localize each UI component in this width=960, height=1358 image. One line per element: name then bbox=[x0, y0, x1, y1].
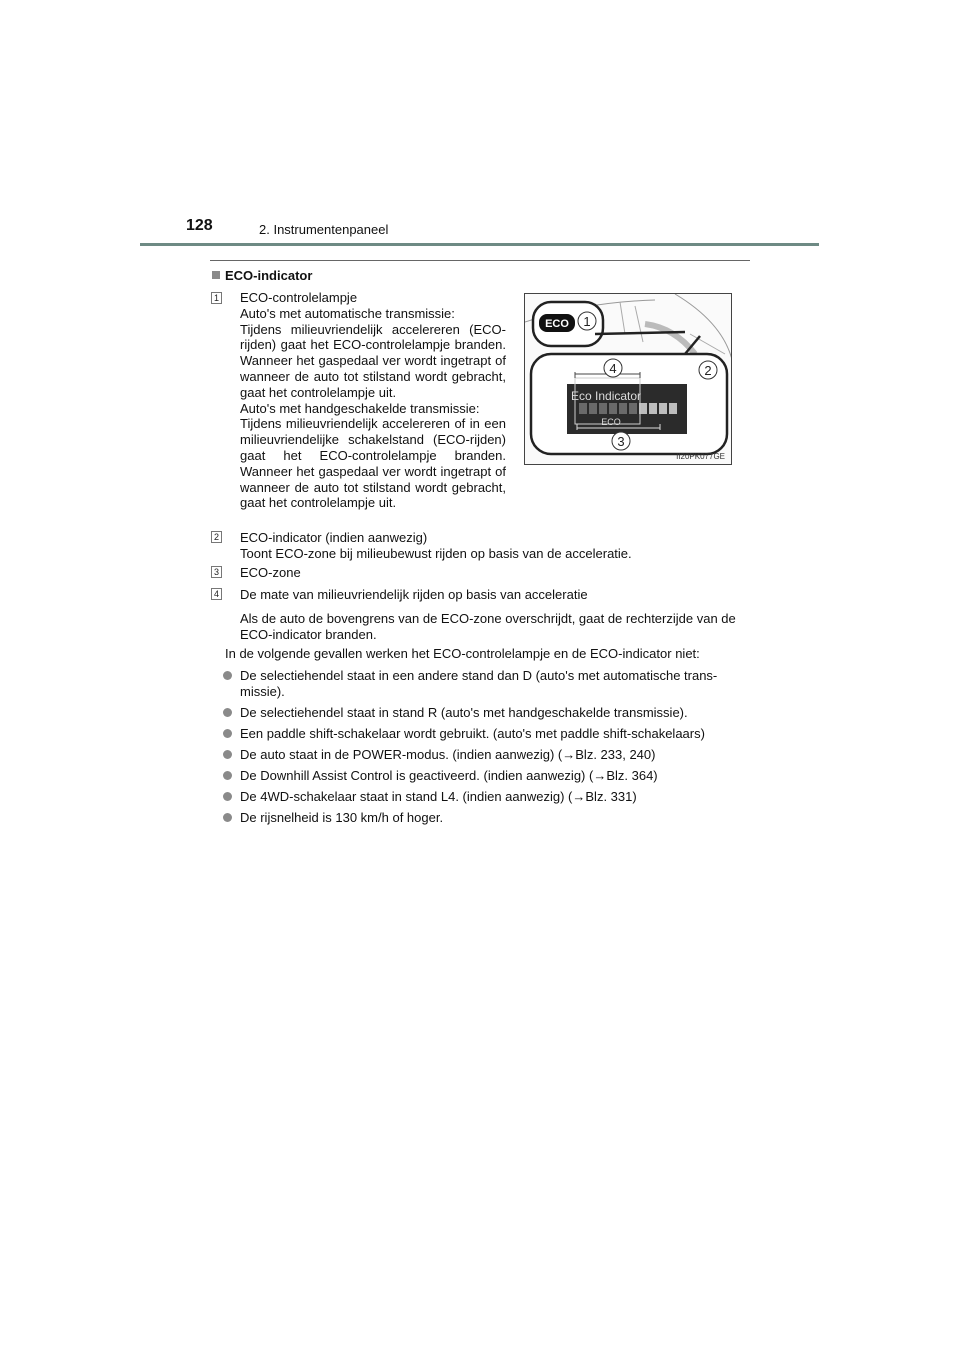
bullet-dot-icon bbox=[223, 729, 232, 738]
panel-label: Eco Indicator bbox=[571, 389, 642, 403]
header-rule bbox=[140, 243, 819, 246]
callout-2: 2 bbox=[704, 363, 712, 378]
item-4-marker: 4 bbox=[211, 588, 222, 600]
square-bullet-icon bbox=[212, 271, 220, 279]
bullet-dot-icon bbox=[223, 813, 232, 822]
item-1-line-3: Auto's met handgeschakelde transmissie: bbox=[240, 400, 480, 416]
item-4-line-1: Als de auto de bovengrens van de ECO-zone overschrijdt, gaat de rechterzijde van de ECO-indicator branden. bbox=[240, 610, 736, 642]
item-2-title: ECO-indicator (indien aanwezig) bbox=[240, 530, 428, 545]
eco-figure-illustration bbox=[525, 294, 732, 465]
item-2-marker: 2 bbox=[211, 531, 222, 543]
item-4-text bbox=[240, 587, 752, 642]
bullet-dot-icon bbox=[223, 771, 232, 780]
item-1-line-1: Auto's met automatische transmissie: bbox=[240, 305, 455, 321]
bullet-dot-icon bbox=[223, 750, 232, 759]
item-3-title: ECO-zone bbox=[240, 565, 301, 580]
item-1-line-4: Tijdens milieuvriendelijk accelereren of in een milieuvriendelijke schakelstand (ECO-rijden) gaat het ECO-controlelampje branden. Wanneer het gaspedaal ver wordt ingetrapt of wanneer de auto tot stilstand wordt gebracht, gaat het controlelampje uit. bbox=[240, 416, 506, 511]
callout-4: 4 bbox=[609, 361, 617, 376]
content-rule bbox=[210, 260, 750, 261]
bullet-dot-icon bbox=[223, 708, 232, 717]
section-title: 2. Instrumentenpaneel bbox=[259, 222, 389, 237]
section-heading: ECO-indicator bbox=[212, 268, 312, 283]
conditions-intro: In de volgende gevallen werken het ECO-controlelampje en de ECO-indicator niet: bbox=[225, 646, 700, 661]
figure-code: II20PK077GE bbox=[676, 452, 725, 461]
item-1-text bbox=[240, 290, 506, 511]
eco-indicator-figure bbox=[524, 293, 732, 465]
item-2-line-1: Toont ECO-zone bij milieubewust rijden op basis van de acceleratie. bbox=[240, 545, 632, 561]
eco-badge-label: ECO bbox=[545, 318, 569, 330]
item-4-title: De mate van milieuvriendelijk rijden op basis van acceleratie bbox=[240, 587, 588, 602]
item-1-marker: 1 bbox=[211, 292, 222, 304]
callout-1: 1 bbox=[583, 314, 591, 329]
item-3-marker: 3 bbox=[211, 566, 222, 578]
item-3-text bbox=[240, 565, 760, 581]
bullet-dot-icon bbox=[223, 792, 232, 801]
bullet-dot-icon bbox=[223, 671, 232, 680]
page-number: 128 bbox=[186, 217, 213, 234]
item-1-title: ECO-controlelampje bbox=[240, 290, 358, 305]
callout-3: 3 bbox=[617, 434, 625, 449]
zone-label: ECO bbox=[601, 417, 621, 427]
item-1-line-2: Tijdens milieuvriendelijk accelereren (ECO-rijden) gaat het ECO-controlelampje branden. Wanneer het gaspedaal ver wordt ingetrapt of wanneer de auto tot stilstand wordt gebracht, gaat het controlelampje uit. bbox=[240, 321, 506, 400]
item-2-text bbox=[240, 530, 760, 562]
